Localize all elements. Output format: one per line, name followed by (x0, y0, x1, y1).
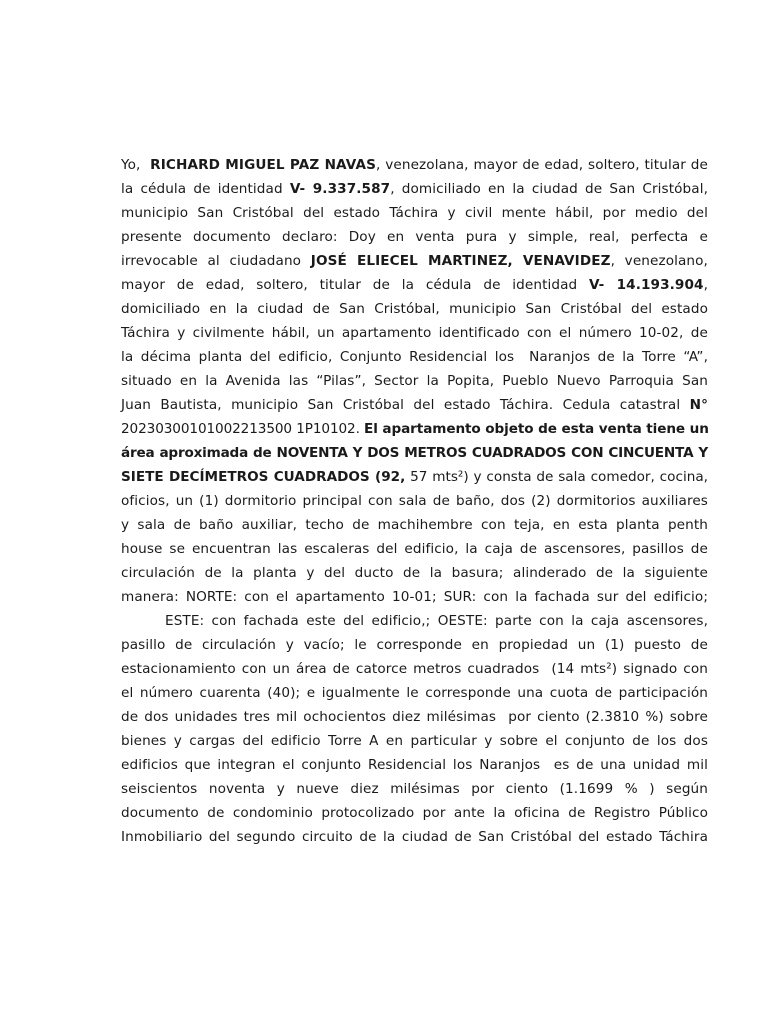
document-line (121, 609, 708, 633)
text-segment: , (703, 277, 709, 293)
text-segment: edificios que integran el conjunto Residencial los Naranjos es de una unidad mil (121, 757, 708, 773)
text-segment: ESTE: con fachada este del edificio,; OESTE: parte con la caja ascensores, (165, 613, 708, 629)
document-line (121, 633, 708, 657)
text-segment: circulación de la planta y del ducto de la basura; alinderado de la siguiente (121, 565, 708, 581)
document-line (121, 657, 708, 681)
bold-text-segment: N° (689, 397, 708, 413)
text-segment: de dos unidades tres mil ochocientos diez milésimas por ciento (2.3810 %) sobre (121, 709, 708, 725)
document-line (121, 705, 708, 729)
text-segment: la décima planta del edificio, Conjunto Residencial los Naranjos de la Torre “A”, (121, 349, 708, 365)
document-line (121, 321, 708, 345)
document-line (121, 465, 708, 489)
document-line (121, 441, 708, 465)
text-segment: 57 mts²) y consta de sala comedor, cocina, (405, 469, 708, 485)
document-line (121, 753, 708, 777)
text-segment: , venezolano, (610, 253, 708, 269)
text-segment: municipio San Cristóbal del estado Táchira y civil mente hábil, por medio del (121, 205, 708, 221)
document-line (121, 369, 708, 393)
document-line (121, 513, 708, 537)
document-line (121, 345, 708, 369)
text-segment: 20230300101002213500 1P10102. (121, 421, 365, 437)
document-line (121, 585, 708, 609)
document-line (121, 417, 708, 441)
text-segment: bienes y cargas del edificio Torre A en particular y sobre el conjunto de los dos (121, 733, 708, 749)
text-segment: presente documento declaro: Doy en venta pura y simple, real, perfecta e (121, 229, 708, 245)
document-line (121, 777, 708, 801)
text-segment: estacionamiento con un área de catorce metros cuadrados (14 mts²) signado con (121, 661, 708, 677)
text-segment: irrevocable al ciudadano (121, 253, 311, 269)
text-segment: , domiciliado en la ciudad de San Cristóbal, (390, 181, 708, 197)
text-segment: Juan Bautista, municipio San Cristóbal del estado Táchira. Cedula catastral (121, 397, 690, 413)
bold-text-segment: El apartamento objeto de esta venta tiene un (364, 421, 709, 437)
text-segment: , venezolana, mayor de edad, soltero, titular de (375, 157, 709, 173)
text-segment: Inmobiliario del segundo circuito de la ciudad de San Cristóbal del estado Táchira (121, 829, 708, 845)
text-segment: oficios, un (1) dormitorio principal con sala de baño, dos (2) dormitorios auxiliares (121, 493, 708, 509)
text-segment: y sala de baño auxiliar, techo de machihembre con teja, en esta planta penth (121, 517, 708, 533)
document-line (121, 681, 708, 705)
bold-text-segment: V- 9.337.587 (289, 181, 391, 197)
text-segment: seiscientos noventa y nueve diez milésimas por ciento (1.1699 % ) según (121, 781, 708, 797)
bold-text-segment: RICHARD MIGUEL PAZ NAVAS (150, 157, 376, 173)
text-segment: domiciliado en la ciudad de San Cristóbal, municipio San Cristóbal del estado (121, 301, 708, 317)
text-segment: mayor de edad, soltero, titular de la cédula de identidad (121, 277, 590, 293)
text-segment: situado en la Avenida las “Pilas”, Sector la Popita, Pueblo Nuevo Parroquia San (121, 373, 708, 389)
document-line (121, 201, 708, 225)
document-line (121, 153, 708, 177)
document-line (121, 801, 708, 825)
text-segment: Yo, (121, 157, 151, 173)
document-line (121, 297, 708, 321)
bold-text-segment: área aproximada de (121, 445, 277, 461)
bold-text-segment: V- 14.193.904 (589, 277, 704, 293)
document-line (121, 225, 708, 249)
text-segment: manera: NORTE: con el apartamento 10-01; SUR: con la fachada sur del edificio; (121, 589, 708, 605)
document-line (121, 273, 708, 297)
document-line (121, 729, 708, 753)
text-segment: documento de condominio protocolizado por ante la oficina de Registro Público (121, 805, 708, 821)
text-segment: la cédula de identidad (121, 181, 290, 197)
text-segment: el número cuarenta (40); e igualmente le corresponde una cuota de participación (121, 685, 708, 701)
text-segment: Táchira y civilmente hábil, un apartamento identificado con el número 10-02, de (121, 325, 708, 341)
document-line (121, 537, 708, 561)
bold-text-segment: NOVENTA Y DOS METROS CUADRADOS CON CINCUENTA Y (276, 445, 708, 461)
text-segment: pasillo de circulación y vacío; le corresponde en propiedad un (1) puesto de (121, 637, 708, 653)
bold-text-segment: JOSÉ ELIECEL MARTINEZ, VENAVIDEZ (310, 253, 611, 269)
document-line (121, 393, 708, 417)
text-segment: house se encuentran las escaleras del edificio, la caja de ascensores, pasillos de (121, 541, 708, 557)
document-body (121, 153, 708, 849)
document-line (121, 561, 708, 585)
document-line (121, 177, 708, 201)
document-line (121, 249, 708, 273)
document-line (121, 825, 708, 849)
document-line (121, 489, 708, 513)
bold-text-segment: SIETE DECÍMETROS CUADRADOS (92, (121, 469, 406, 485)
